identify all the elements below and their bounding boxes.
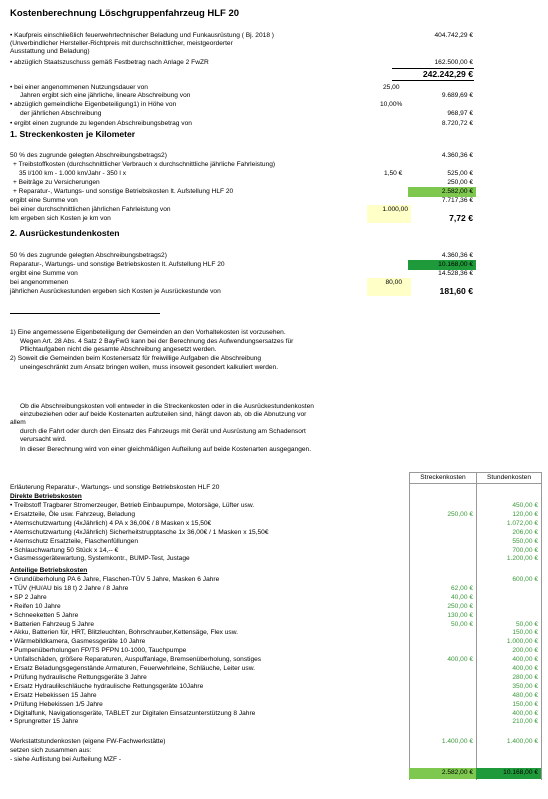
zuschuss-label: • abzüglich Staatszuschuss gemäß Festbetrag nach Anlage 2 FwZR — [10, 59, 209, 66]
s1-line-1: 50 % des zugrunde gelegten Abschreibungsbetrags2) — [10, 152, 167, 159]
werkstatt-stunde: 1.400,00 € — [506, 738, 538, 745]
table-row-stunde: 400,00 € — [512, 665, 538, 672]
eigenbeteiligung-label-2: der jährlichen Abschreibung — [20, 110, 102, 117]
s1-line-7-value: 1.000,00 — [382, 206, 408, 213]
anteilige-heading: Anteilige Betriebskosten — [10, 567, 88, 574]
col-header-streckenkosten: Streckenkosten — [409, 472, 477, 484]
footnote-2a: 2) Soweit die Gemeinden beim Kostenersatz für freiwillige Aufgaben die Abschreibung — [10, 355, 262, 362]
table-row-label: • Schneeketten 5 Jahre — [10, 611, 79, 619]
footnote-rule — [10, 313, 160, 314]
table-row-strecke: 250,00 € — [447, 510, 473, 518]
table-row-label: • Ersatz Hydraulikschläuche hydraulische Rettungsgeräte 10Jahre — [10, 682, 204, 690]
table-row-label: • Ersatzteile, Öle usw. Fahrzeug, Beladung — [10, 510, 136, 518]
table-row-label: • Pumpenüberholungen FP/TS PFPN 10-1000, Tauchpumpe — [10, 647, 187, 655]
table-row-strecke: 130,00 € — [447, 611, 473, 619]
s1-line-4: + Beiträge zu Versicherungen — [13, 179, 100, 186]
table-row-strecke: 400,00 € — [447, 656, 473, 664]
nutzungsdauer-label: • bei einer angenommenen Nutzungsdauer von — [10, 84, 148, 91]
kaufpreis-label: • Kaufpreis einschließlich feuerwehrtechnischer Beladung und Funkausrüstung ( Bj. 2018 ) — [10, 32, 275, 39]
table-row-stunde: 206,00 € — [512, 528, 538, 536]
s1-line-5: + Reparatur-, Wartungs- und sonstige Betriebskosten lt. Aufstellung HLF 20 — [13, 188, 234, 195]
table-row-stunde: 120,00 € — [512, 510, 538, 518]
table-row-strecke: 62,00 € — [451, 584, 473, 592]
table-row-stunde: 200,00 € — [512, 647, 538, 655]
table-row-label: • Prüfung Hebekissen 1/5 Jahre — [10, 700, 103, 708]
table-row-label: • TÜV (HU/AU bis 18 t) 2 Jahre / 8 Jahre — [10, 584, 129, 592]
table-row-label: • Gasmessgerätewartung, Systemkontr., BUMP-Test, Justage — [10, 555, 190, 563]
table-row-label: • Batterien Fahrzeug 5 Jahre — [10, 620, 95, 628]
table-row-stunde: 280,00 € — [512, 673, 538, 681]
table-row-stunde: 600,00 € — [512, 576, 538, 583]
s2-line-2: Reparatur-, Wartungs- und sonstige Betriebskosten lt. Aufstellung HLF 20 — [10, 261, 225, 268]
s2-line-3-value: 14.528,36 € — [438, 270, 473, 277]
table-row-strecke: 50,00 € — [451, 620, 473, 628]
abschreibung-label: Jahren ergibt sich eine jährliche, lineare Abschreibung von — [20, 92, 191, 99]
table-row-stunde: 210,00 € — [512, 718, 538, 726]
table-row-label: • Prüfung hydraulische Rettungsgeräte 3 Jahre — [10, 673, 147, 681]
para-line-6: In dieser Berechnung wird von einer gleichmäßigen Aufteilung auf beide Kostenarten ausgegangen. — [20, 446, 312, 453]
kaufpreis-value: 404.742,29 € — [434, 32, 473, 39]
kaufpreis-note-1: (Unverbindlicher Hersteller-Richtpreis mit durchschnittlicher, meistgeorderter — [10, 40, 233, 47]
table-row-stunde: 1.000,00 € — [506, 638, 538, 646]
table-row-label: • SP 2 Jahre — [10, 593, 47, 601]
table-row-label: • Digitalfunk, Navigationsgeräte, TABLET zur Digitalen Einsatzunterstützung 8 Jahre — [10, 709, 256, 717]
table-row-label: • Atemschutz Ersatzteile, Flaschenfüllungen — [10, 537, 139, 545]
s2-line-3: ergibt eine Summe von — [10, 270, 78, 277]
table-row-strecke: 250,00 € — [447, 602, 473, 610]
table-row-stunde: 150,00 € — [512, 629, 538, 637]
eigenbeteiligung-value: 968,97 € — [447, 110, 473, 117]
table-row-stunde: 1.072,00 € — [506, 519, 538, 527]
table-row-strecke: 40,00 € — [451, 593, 473, 601]
para-line-5: verursacht wird. — [20, 436, 67, 443]
table-row-label: • Schlauchwartung 50 Stück x 14,-- € — [10, 546, 119, 554]
para-line-3: allem — [10, 419, 26, 426]
abschreibungsbetrag-value: 8.720,72 € — [441, 120, 473, 127]
table-caption: Erläuterung Reparatur-, Wartungs- und sonstige Betriebskosten HLF 20 — [10, 484, 220, 491]
total-value: 242.242,29 € — [422, 69, 473, 79]
s1-line-8: km ergeben sich Kosten je km von — [10, 215, 111, 222]
table-row-label: • Atemschutzwartung (4xJährlich) Sicherheitstrupptasche 1x 36,00€ / 1 Masken x 15,50€ — [10, 528, 269, 536]
table-row-label: • Ersatz Beladungsgegenstände Armaturen, Feuerwehrleine, Schläuche, Leiter usw. — [10, 665, 255, 672]
nutzungsdauer-years: 25,00 — [383, 84, 400, 91]
kaufpreis-note-2: Ausstattung und Beladung) — [10, 48, 90, 55]
table-row-stunde: 1.200,00 € — [506, 555, 538, 563]
table-row-label: • Grundüberholung PA 6 Jahre, Flaschen-TÜV 5 Jahre, Masken 6 Jahre — [10, 576, 220, 583]
s2-line-4-value: 80,00 — [385, 279, 402, 286]
s2-line-2-value: 10.168,00 € — [438, 261, 473, 268]
table-row-label: • Atemschutzwartung (4xJährlich) 4 PA x 36,00€ / 8 Masken x 15,50€ — [10, 519, 212, 527]
sum-stunde: 10.168,00 € — [503, 769, 538, 776]
table-row-label: • Wärmebildkamera, Gasmessgeräte 10 Jahre — [10, 638, 146, 646]
s1-line-6-value: 7.717,36 € — [441, 197, 473, 204]
table-row-label: • Sprungretter 15 Jahre — [10, 718, 79, 726]
sum-strecke: 2.582,00 € — [441, 769, 473, 776]
table-row-label: • Reifen 10 Jahre — [10, 602, 61, 610]
table-row-label: • Unfallschäden, größere Reparaturen, Auspuffanlage, Bremsenüberholung, sonstiges — [10, 656, 262, 664]
abschreibung-value: 9.689,69 € — [441, 92, 473, 99]
table-row-stunde: 350,00 € — [512, 682, 538, 690]
para-line-2: einzubeziehen oder auf beide Kostenarten aufzuteilen sind, hängt davon ab, ob die Abnutzung vor — [20, 411, 307, 418]
zuschuss-value: 162.500,00 € — [434, 59, 473, 66]
table-row-label: • Akku, Batterien für, HRT, Blitzleuchten, Bohrschrauber,Kettensäge, Flex usw. — [10, 629, 238, 637]
eigenbeteiligung-percent: 10,00% — [380, 101, 403, 108]
s1-line-3-value: 525,00 € — [447, 170, 473, 177]
table-row-stunde: 550,00 € — [512, 537, 538, 545]
table-row-stunde: 150,00 € — [512, 700, 538, 708]
footnote-1c: Pflichtaufgaben nicht die gesamte Abschreibung angesetzt werden. — [20, 346, 217, 353]
para-line-4: durch die Fahrt oder durch den Einsatz des Fahrzeugs mit Gerät und Ausrüstung am Schadensort — [20, 428, 306, 435]
s1-line-3-factor: 1,50 € — [384, 170, 403, 177]
table-row-stunde: 700,00 € — [512, 546, 538, 554]
abschreibungsbetrag-label: • ergibt einen zugrunde zu legenden Abschreibungsbetrag von — [10, 120, 192, 127]
para-line-1: Ob die Abschreibungskosten voll entweder in die Streckenkosten oder in die Ausrückestundenkosten — [20, 403, 314, 410]
s1-line-7: bei einer durchschnittlichen jährlichen Fahrleistung von — [10, 206, 171, 213]
siehe-label: - siehe Auflistung bei Aufteilung MZF - — [10, 756, 122, 763]
eigenbeteiligung-label: • abzüglich gemeindliche Eigenbeteiligung1) in Höhe von — [10, 101, 177, 108]
s1-line-4-value: 250,00 € — [447, 179, 473, 186]
s1-line-8-value: 7,72 € — [449, 213, 473, 223]
werkstatt-label: Werkstattstundenkosten (eigene FW-Fachwerkstätte) — [10, 738, 166, 745]
s1-line-5-value: 2.582,00 € — [441, 188, 473, 195]
table-row-stunde: 50,00 € — [516, 620, 538, 628]
footnote-1b: Wegen Art. 28 Abs. 4 Satz 2 BayFwG kann bei der Berechnung des Aufwendungsersatzes für — [20, 338, 294, 345]
s2-line-5: jährlichen Ausrückestunden ergeben sich Kosten je Ausrückestunde von — [10, 288, 221, 295]
direkte-heading: Direkte Betriebskosten — [10, 493, 82, 500]
s1-line-2: + Treibstoffkosten (durchschnittlicher Verbrauch x durchschnittliche jährliche Fahrleistung) — [13, 161, 276, 168]
section-1-heading: 1. Streckenkosten je Kilometer — [10, 129, 136, 139]
total-rule-bottom — [392, 80, 474, 81]
s1-line-6: ergibt eine Summe von — [10, 197, 78, 204]
table-row-stunde: 450,00 € — [512, 502, 538, 509]
footnote-1a: 1) Eine angemessene Eigenbeteiligung der Gemeinden an den Vorhaltekosten ist vorzusehen. — [10, 329, 286, 336]
table-row-label: • Treibstoff Tragbarer Stromerzeuger, Betrieb Einbaupumpe, Motorsäge, Lüfter usw. — [10, 502, 255, 509]
s1-line-3: 35 l/100 km - 1.000 km/Jahr - 350 l x — [19, 170, 127, 177]
table-row-stunde: 480,00 € — [512, 691, 538, 699]
table-row-stunde: 400,00 € — [512, 656, 538, 664]
page-title: Kostenberechnung Löschgruppenfahrzeug HLF 20 — [10, 8, 240, 19]
section-2-heading: 2. Ausrückestundenkosten — [10, 228, 120, 238]
setzen-label: setzen sich zusammen aus: — [10, 747, 92, 754]
s2-line-4: bei angenommenen — [10, 279, 69, 286]
s2-line-5-value: 181,60 € — [439, 286, 473, 296]
s2-line-1-value: 4.360,36 € — [441, 252, 473, 259]
col-header-stundenkosten: Stundenkosten — [476, 472, 542, 484]
footnote-2b: uneingeschränkt zum Ansatz bringen wollen, muss insoweit gesondert kalkuliert werden. — [20, 364, 279, 371]
table-row-stunde: 400,00 € — [512, 709, 538, 717]
s1-line-1-value: 4.360,36 € — [441, 152, 473, 159]
s2-line-1: 50 % des zugrunde gelegten Abschreibungsbetrags2) — [10, 252, 167, 259]
table-row-label: • Ersatz Hebekissen 15 Jahre — [10, 691, 97, 699]
werkstatt-strecke: 1.400,00 € — [441, 738, 473, 745]
